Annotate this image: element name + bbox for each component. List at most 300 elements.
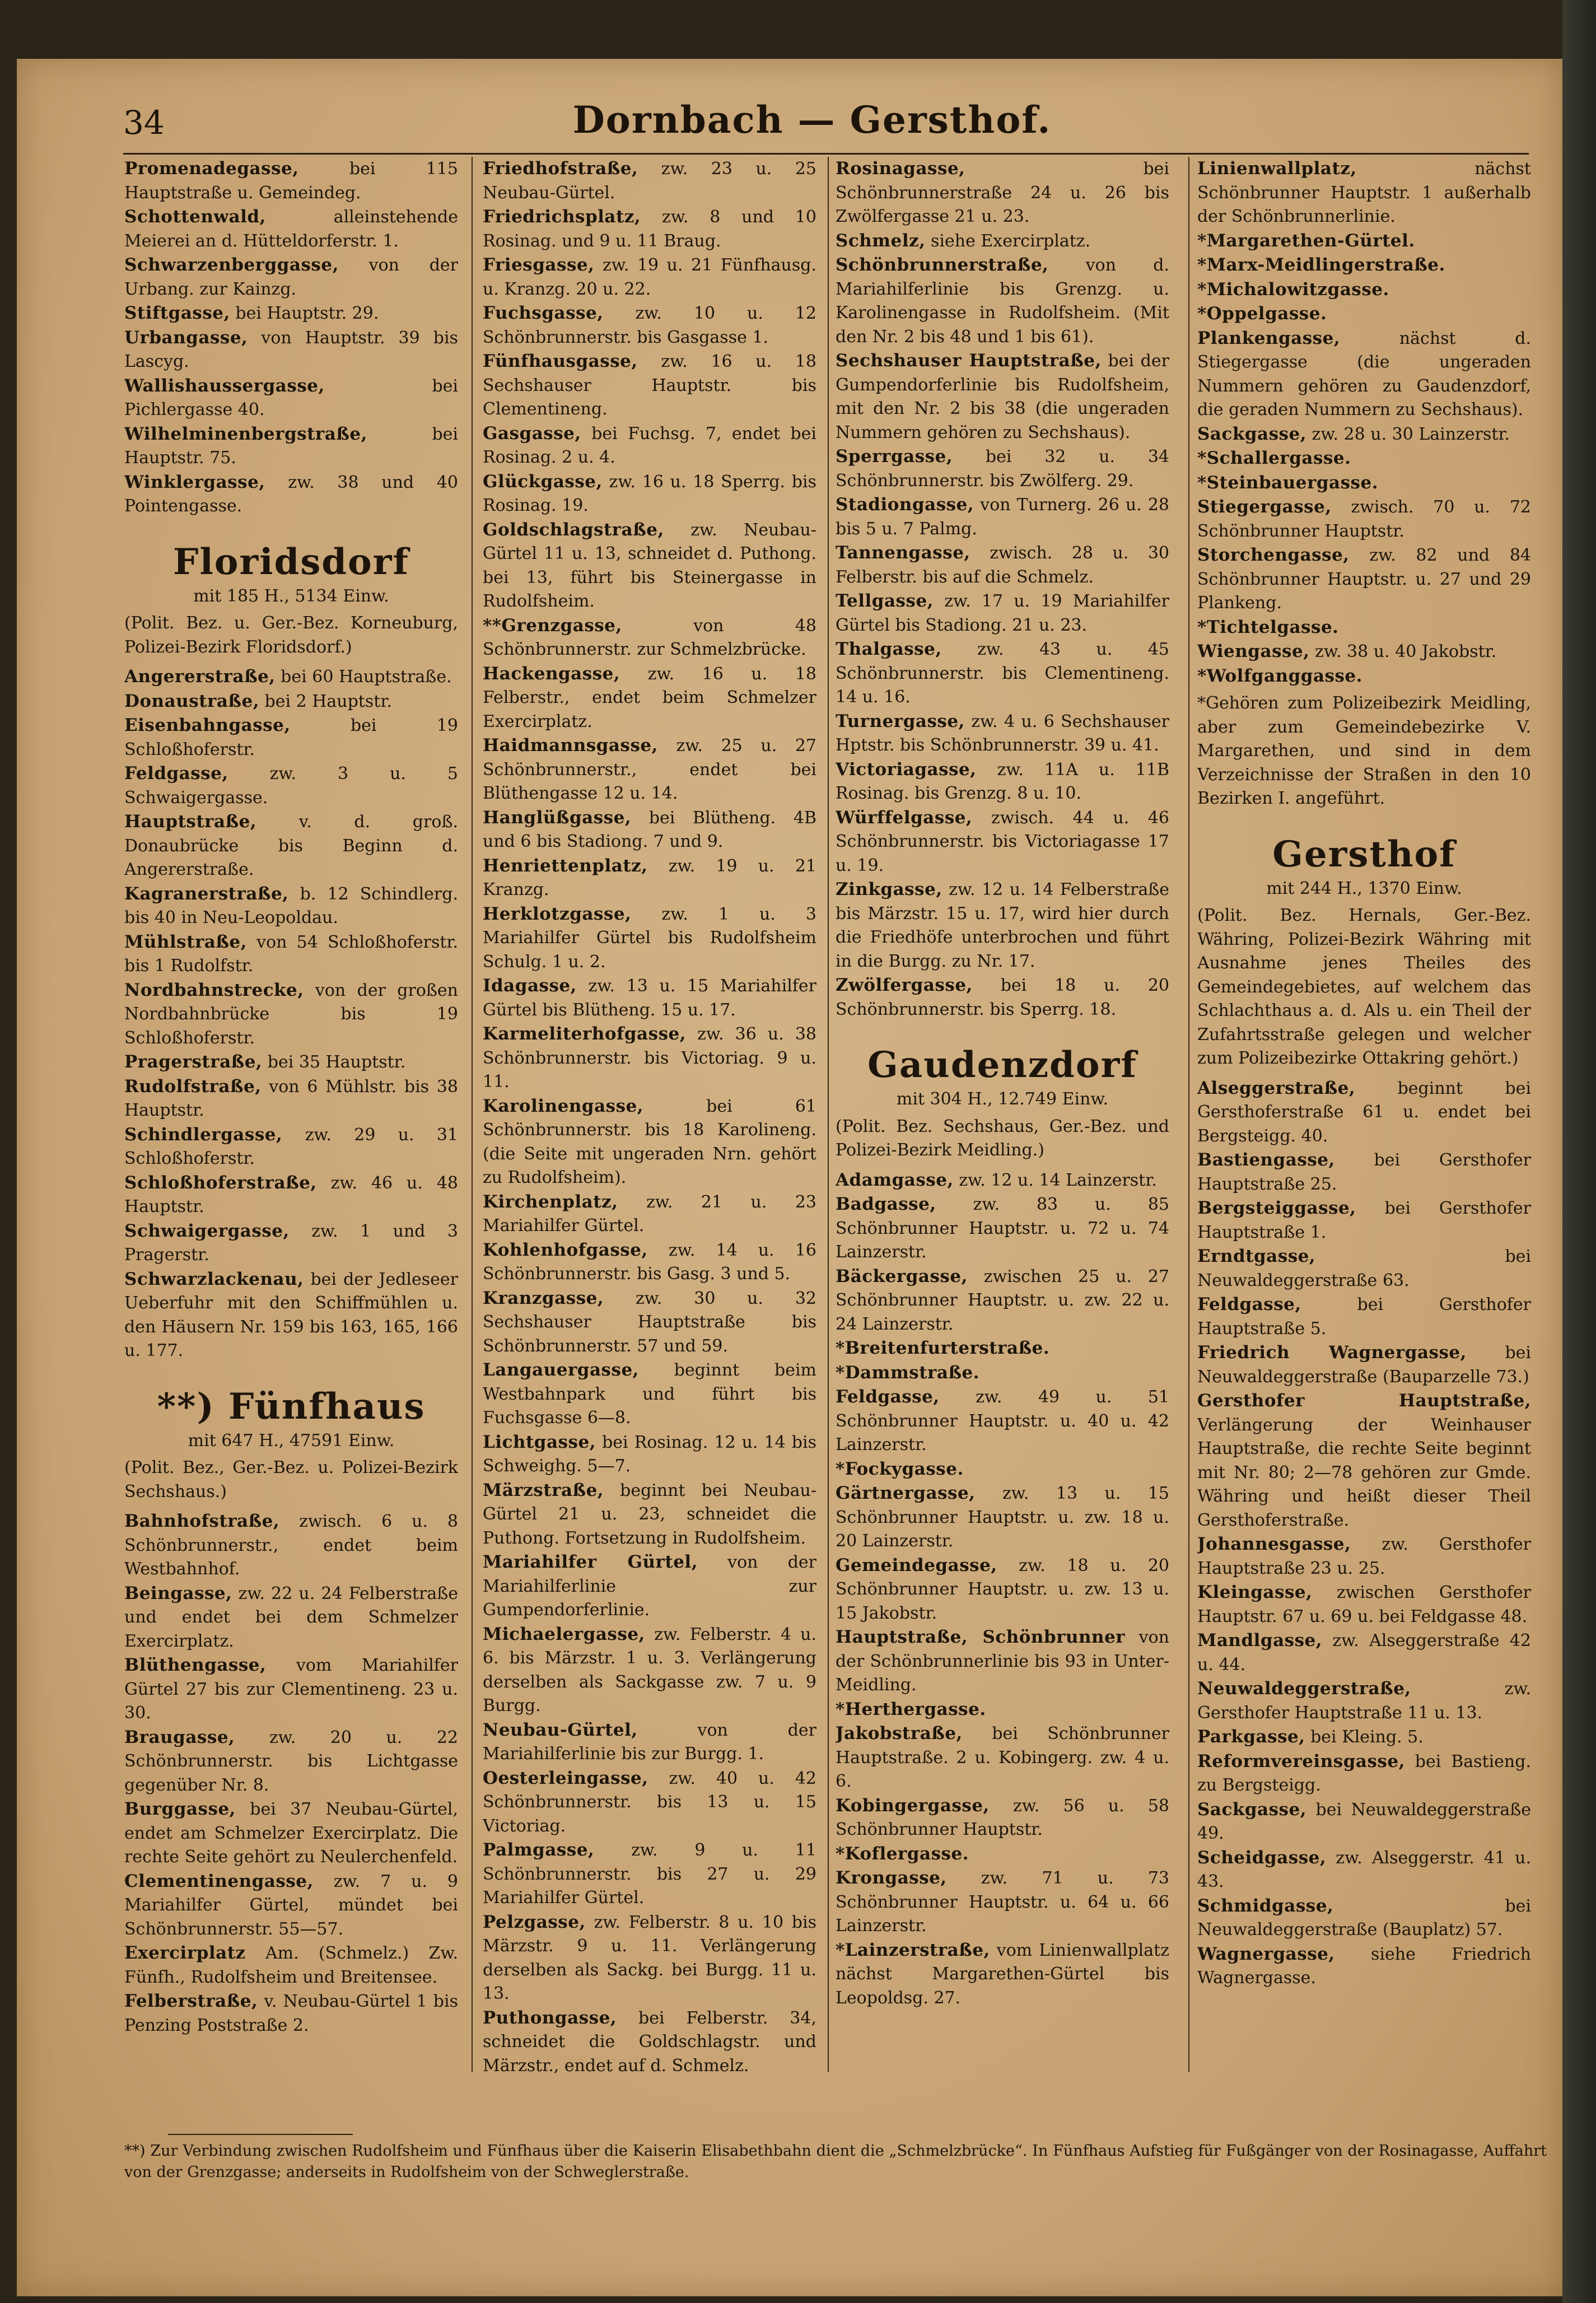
street-description: zw. 14 u. 16 Schönbrunnerstr. bis Gasg. 3 und 5. xyxy=(483,1240,816,1284)
street-name: *Steinbauergasse. xyxy=(1197,472,1378,493)
street-name: Stiegergasse, xyxy=(1197,497,1332,517)
street-name: Oesterleingasse, xyxy=(483,1768,648,1788)
street-entry xyxy=(836,1481,1169,1554)
street-name: Märzstraße, xyxy=(483,1480,604,1500)
street-name: *Lainzerstraße, xyxy=(836,1940,990,1960)
street-name: Kleingasse, xyxy=(1197,1582,1313,1602)
street-entry xyxy=(124,1582,458,1654)
street-name: Schmelz, xyxy=(836,230,926,251)
page-number: 34 xyxy=(123,104,165,142)
street-description: alleinstehende Meierei an d. Hütteldorferstr. 1. xyxy=(124,207,458,251)
street-description: zw. 12 u. 14 Felberstraße bis Märzstr. 15 u. 17, wird hier durch die Friedhöfe unterbrochen und führt in die Burgg. zu Nr. 17. xyxy=(836,880,1169,971)
street-name: Tellgasse, xyxy=(836,591,934,611)
street-entry xyxy=(124,930,458,978)
street-description: von der Mariahilferlinie bis zur Burgg. 1. xyxy=(483,1720,816,1764)
street-entry xyxy=(124,1941,458,1989)
street-name: Tannengasse, xyxy=(836,543,970,563)
street-name: *Marx-Meidlingerstraße. xyxy=(1197,255,1445,275)
street-name: Bahnhofstraße, xyxy=(124,1511,280,1531)
street-entry xyxy=(483,614,816,662)
street-entry xyxy=(124,253,458,301)
street-description: von 54 Schloßhoferstr. bis 1 Rudolfstr. xyxy=(124,932,458,976)
street-entry xyxy=(836,493,1169,541)
street-name: Kirchenplatz, xyxy=(483,1191,618,1212)
district-stats: mit 244 H., 1370 Einw. xyxy=(1266,878,1462,898)
street-entry xyxy=(1197,422,1531,447)
street-name: Haidmannsgasse, xyxy=(483,735,658,756)
street-description: zw. 46 u. 48 Hauptstr. xyxy=(124,1173,458,1216)
column-divider xyxy=(828,157,829,2072)
street-entry xyxy=(483,806,816,854)
district-stats: mit 647 H., 47591 Einw. xyxy=(188,1430,395,1451)
street-entry xyxy=(1197,229,1531,254)
street-description: v. d. groß. Donaubrücke bis Beginn d. Angererstraße. xyxy=(124,812,458,879)
street-description: zw. 17 u. 19 Mariahilfer Gürtel bis Stadiong. 21 u. 23. xyxy=(836,591,1169,635)
district-title: Gersthof xyxy=(1272,833,1456,875)
street-name: Wilhelminenbergstraße, xyxy=(124,423,367,444)
street-name: Eisenbahngasse, xyxy=(124,715,291,735)
street-name: Bergsteiggasse, xyxy=(1197,1198,1356,1218)
street-description: zw. 83 u. 85 Schönbrunner Hauptstr. u. 72 u. 74 Lainzerstr. xyxy=(836,1195,1169,1262)
street-entry xyxy=(124,1050,458,1075)
street-entry xyxy=(483,1838,816,1910)
street-description: vom Linienwallplatz nächst Margarethen-Gürtel bis Leopoldsg. 27. xyxy=(836,1940,1169,2008)
street-entry xyxy=(836,806,1169,878)
street-name: Herklotzgasse, xyxy=(483,903,632,924)
street-name: Bäckergasse, xyxy=(836,1266,968,1286)
street-entry xyxy=(483,734,816,806)
street-name: Fünfhausgasse, xyxy=(483,351,638,371)
street-entry xyxy=(483,2006,816,2078)
street-entry xyxy=(483,1094,816,1190)
street-description: zw. 11A u. 11B Rosinag. bis Grenzg. 8 u. 10. xyxy=(836,759,1169,803)
street-entry xyxy=(483,157,816,205)
street-entry xyxy=(483,1479,816,1551)
street-description: zw. 3 u. 5 Schwaigergasse. xyxy=(124,764,458,808)
street-name: *Dammstraße. xyxy=(836,1362,980,1383)
running-head: Dornbach — Gersthof. xyxy=(572,98,1052,142)
street-entry xyxy=(836,253,1169,349)
street-description: zwisch. 28 u. 30 Felberstr. bis auf die Schmelz. xyxy=(836,543,1169,587)
street-description: vom Mariahilfer Gürtel 27 bis zur Clementineng. 23 u. 30. xyxy=(124,1656,458,1723)
street-name: Sackgasse, xyxy=(1197,1799,1307,1820)
street-description: zw. 71 u. 73 Schönbrunner Hauptstr. u. 64 u. 66 Lainzerstr. xyxy=(836,1868,1169,1936)
street-entry xyxy=(836,758,1169,806)
street-description: zw. 10 u. 12 Schönbrunnerstr. bis Gasgasse 1. xyxy=(483,304,816,347)
street-name: Hauptstraße, xyxy=(124,812,257,832)
street-entry xyxy=(836,1866,1169,1938)
street-name: Zwölfergasse, xyxy=(836,975,973,995)
street-entry xyxy=(124,1267,458,1363)
street-description: zw. 18 u. 20 Schönbrunner Hauptstr. u. zw. 13 u. 15 Jakobstr. xyxy=(836,1555,1169,1623)
street-name: Mühlstraße, xyxy=(124,931,247,952)
street-entry xyxy=(124,1726,458,1798)
street-name: Exercirplatz xyxy=(124,1943,246,1963)
street-entry xyxy=(1197,1293,1531,1341)
street-entry xyxy=(836,589,1169,637)
street-entry xyxy=(836,1385,1169,1457)
street-name: Kagranerstraße, xyxy=(124,883,289,904)
street-name: Hackengasse, xyxy=(483,663,620,684)
street-name: Nordbahnstrecke, xyxy=(124,980,304,1000)
street-entry xyxy=(483,470,816,518)
street-entry xyxy=(483,1718,816,1766)
column-1 xyxy=(124,157,458,2106)
street-entry xyxy=(1197,1894,1531,1942)
street-entry xyxy=(836,349,1169,445)
street-name: *Schallergasse. xyxy=(1197,448,1351,468)
street-name: *Herthergasse. xyxy=(836,1699,986,1719)
street-description: von der Mariahilferlinie zur Gumpendorferlinie. xyxy=(483,1553,816,1620)
street-entry xyxy=(124,978,458,1051)
street-description: zw. 49 u. 51 Schönbrunner Hauptstr. u. 40 u. 42 Lainzerstr. xyxy=(836,1387,1169,1454)
street-entry xyxy=(836,445,1169,493)
street-entry xyxy=(1197,1389,1531,1532)
street-name: Felberstraße, xyxy=(124,1991,258,2011)
street-description: bei Rosinag. 12 u. 14 bis Schweighg. 5—7. xyxy=(483,1432,816,1476)
street-name: Kobingergasse, xyxy=(836,1795,990,1816)
street-name: Friedrichsplatz, xyxy=(483,207,641,227)
street-description: zwisch. 70 u. 72 Schönbrunner Hauptstr. xyxy=(1197,497,1531,541)
street-name: Sackgasse, xyxy=(1197,423,1307,444)
street-description: zw. 38 u. 40 Jakobstr. xyxy=(1309,642,1497,661)
street-name: Turnergasse, xyxy=(836,711,965,731)
street-name: Scheidgasse, xyxy=(1197,1847,1327,1868)
street-entry xyxy=(483,205,816,253)
street-description: zw. 56 u. 58 Schönbrunner Hauptstr. xyxy=(836,1796,1169,1839)
street-name: Michaelergasse, xyxy=(483,1624,645,1644)
street-entry xyxy=(1197,664,1531,689)
street-name: Winklergasse, xyxy=(124,472,265,492)
street-entry xyxy=(483,1766,816,1839)
street-description: bei Schönbrunnerstraße 24 u. 26 bis Zwölfergasse 21 u. 23. xyxy=(836,159,1169,226)
street-description: zwischen 25 u. 27 Schönbrunner Hauptstr. u. zw. 22 u. 24 Lainzerstr. xyxy=(836,1266,1169,1334)
street-description: zwisch. 44 u. 46 Schönbrunnerstr. bis Victoriagasse 17 u. 19. xyxy=(836,808,1169,875)
street-name: Hanglüßgasse, xyxy=(483,807,632,828)
column-divider xyxy=(1188,157,1189,2072)
street-name: Stadiongasse, xyxy=(836,495,974,515)
street-entry xyxy=(483,974,816,1022)
street-description: bei Hauptstr. 75. xyxy=(124,424,458,468)
street-entry xyxy=(124,810,458,882)
street-entry xyxy=(124,1219,458,1267)
street-description: von 6 Mühlstr. bis 38 Hauptstr. xyxy=(124,1076,458,1120)
street-description: zw. Felberstr. 4 u. 6. bis Märzstr. 1 u. 3. Verlängerung derselben als Sackgasse zw. 7 u. 9 Burgg. xyxy=(483,1624,816,1715)
street-entry xyxy=(1197,471,1531,496)
street-entry xyxy=(124,326,458,374)
street-entry xyxy=(483,854,816,902)
street-description: bei 115 Hauptstraße u. Gemeindeg. xyxy=(124,159,458,203)
street-entry xyxy=(124,689,458,714)
street-description: zw. 13 u. 15 Schönbrunner Hauptstr. u. zw. 18 u. 20 Lainzerstr. xyxy=(836,1484,1169,1551)
street-description: zw. 19 u. 21 Fünfhausg. u. Kranzg. 20 u. 22. xyxy=(483,255,816,299)
street-name: **Grenzgasse, xyxy=(483,615,622,636)
street-name: Schwarzenberggasse, xyxy=(124,255,339,275)
street-description: bei Gersthofer Hauptstraße 1. xyxy=(1197,1199,1531,1242)
street-name: *Koflergasse. xyxy=(836,1843,969,1864)
street-description: siehe Exercirplatz. xyxy=(925,231,1091,251)
street-entry xyxy=(483,662,816,734)
street-description: zw. 29 u. 31 Schloßhoferstr. xyxy=(124,1125,458,1168)
street-entry xyxy=(1197,157,1531,229)
street-description: bei Hauptstr. 29. xyxy=(230,304,379,323)
street-entry xyxy=(124,1123,458,1171)
street-name: Gemeindegasse, xyxy=(836,1555,997,1575)
street-description: bei 35 Hauptstr. xyxy=(262,1052,406,1072)
street-name: Schottenwald, xyxy=(124,207,266,227)
street-description: zwischen Gersthofer Hauptstr. 67 u. 69 u. bei Feldgasse 48. xyxy=(1197,1583,1531,1626)
street-description: bei Neuwaldeggerstraße (Bauplatz) 57. xyxy=(1197,1896,1531,1940)
street-entry xyxy=(836,1698,1169,1722)
street-entry xyxy=(836,1192,1169,1265)
street-name: Urbangasse, xyxy=(124,327,248,348)
street-description: zw. 7 u. 9 Mariahilfer Gürtel, mündet bei Schönbrunnerstr. 55—57. xyxy=(124,1871,458,1939)
street-entry xyxy=(836,541,1169,589)
street-description: zw. 22 u. 24 Felberstraße und endet bei dem Schmelzer Exercirplatz. xyxy=(124,1583,458,1651)
street-entry xyxy=(124,1653,458,1726)
street-entry xyxy=(1197,1196,1531,1244)
street-name: *Michalowitzgasse. xyxy=(1197,279,1389,300)
street-description: bei Pichlergasse 40. xyxy=(124,376,458,419)
street-name: Badgasse, xyxy=(836,1194,936,1214)
street-description: Am. (Schmelz.) Zw. Fünfh., Rudolfsheim und Breitensee. xyxy=(124,1943,458,1987)
street-description: bei Felberstr. 34, schneidet die Goldschlagstr. und Märzstr., endet auf d. Schmelz. xyxy=(483,2008,816,2076)
street-name: Feldgasse, xyxy=(124,763,228,784)
street-name: Reformvereinsgasse, xyxy=(1197,1751,1405,1771)
street-description: zw. 19 u. 21 Kranzg. xyxy=(483,856,816,899)
street-description: bei Gersthofer Hauptstraße 5. xyxy=(1197,1295,1531,1339)
street-entry xyxy=(483,1550,816,1623)
district-jurisdiction: (Polit. Bez., Ger.-Bez. u. Polizei-Bezirk Sechshaus.) xyxy=(124,1458,458,1502)
street-entry xyxy=(836,973,1169,1022)
street-description: zw. 12 u. 14 Lainzerstr. xyxy=(953,1170,1157,1190)
street-name: Burggasse, xyxy=(124,1799,236,1819)
street-description: bei Kleing. 5. xyxy=(1305,1727,1424,1747)
street-entry xyxy=(836,1457,1169,1482)
footnote-rule xyxy=(168,2134,353,2135)
street-entry xyxy=(124,762,458,810)
header-rule xyxy=(123,153,1529,155)
street-description: bei 32 u. 34 Schönbrunnerstr. bis Zwölferg. 29. xyxy=(836,447,1169,491)
street-description: zw. 8 und 10 Rosinag. und 9 u. 11 Braug. xyxy=(483,207,816,251)
street-entry xyxy=(124,1075,458,1123)
street-description: zw. Felberstr. 8 u. 10 bis Märzstr. 9 u. 11. Verlängerung derselben als Sackg. bei Burgg. 11 u. 13. xyxy=(483,1912,816,2003)
street-entry xyxy=(836,157,1169,229)
street-name: Gasgasse, xyxy=(483,423,581,444)
street-name: Schwarzlackenau, xyxy=(124,1269,304,1289)
street-entry xyxy=(124,1797,458,1870)
street-description: zw. Gersthofer Hauptstraße 11 u. 13. xyxy=(1197,1679,1531,1723)
street-description: zw. 28 u. 30 Lainzerstr. xyxy=(1306,424,1510,444)
street-entry xyxy=(1197,1750,1531,1798)
street-description: von Hauptstr. 39 bis Lascyg. xyxy=(124,328,458,371)
street-name: Blüthengasse, xyxy=(124,1655,267,1675)
street-entry xyxy=(836,1336,1169,1361)
street-entry xyxy=(836,1938,1169,2011)
street-description: bei Schönbrunner Hauptstraße. 2 u. Kobingerg. zw. 4 u. 6. xyxy=(836,1724,1169,1791)
street-name: Friedrich Wagnergasse, xyxy=(1197,1342,1467,1363)
street-description: bei 61 Schönbrunnerstr. bis 18 Karolineng. (die Seite mit ungeraden Nrn. gehört zu Rudolfsheim). xyxy=(483,1096,816,1187)
street-entry xyxy=(836,1168,1169,1193)
street-entry xyxy=(483,1358,816,1430)
street-name: Schönbrunnerstraße, xyxy=(836,255,1049,275)
street-entry xyxy=(1197,1581,1531,1629)
street-description: zw. 40 u. 42 Schönbrunnerstr. bis 13 u. 15 Victoriag. xyxy=(483,1768,816,1836)
street-description: nächst Schönbrunner Hauptstr. 1 außerhalb der Schönbrunnerlinie. xyxy=(1197,159,1531,226)
street-description: bei Neuwaldeggerstraße 49. xyxy=(1197,1799,1531,1843)
street-description: b. 12 Schindlerg. bis 40 in Neu-Leopoldau. xyxy=(124,884,458,927)
street-entry xyxy=(124,714,458,762)
street-name: Wagnergasse, xyxy=(1197,1943,1335,1964)
street-entry xyxy=(1197,640,1531,664)
street-description: zw. 30 u. 32 Sechshauser Hauptstraße bis Schönbrunnerstr. 57 und 59. xyxy=(483,1288,816,1356)
street-name: Angererstraße, xyxy=(124,666,276,687)
street-name: Thalgasse, xyxy=(836,639,942,659)
street-entry xyxy=(483,902,816,975)
street-name: Victoriagasse, xyxy=(836,759,977,780)
street-entry xyxy=(1197,495,1531,543)
street-description: zw. 16 u. 18 Sechshauser Hauptstr. bis Clementineng. xyxy=(483,352,816,419)
street-name: Donaustraße, xyxy=(124,691,259,711)
street-name: Linienwallplatz, xyxy=(1197,158,1357,179)
district-title: **) Fünfhaus xyxy=(157,1385,426,1428)
street-entry xyxy=(836,1554,1169,1626)
street-name: Idagasse, xyxy=(483,976,577,996)
street-description: zw. 1 und 3 Pragerstr. xyxy=(124,1221,458,1265)
street-name: Promenadegasse, xyxy=(124,158,299,179)
street-description: zw. 21 u. 23 Mariahilfer Gürtel. xyxy=(483,1192,816,1236)
street-name: Glückgasse, xyxy=(483,471,603,492)
street-name: Neubau-Gürtel, xyxy=(483,1719,638,1740)
street-description: siehe Friedrich Wagnergasse. xyxy=(1197,1944,1531,1988)
street-entry xyxy=(1197,1076,1531,1149)
street-entry xyxy=(1197,1846,1531,1894)
street-name: Goldschlagstraße, xyxy=(483,519,664,540)
street-entry xyxy=(483,518,816,614)
street-description: bei Blütheng. 4B und 6 bis Stadiong. 7 und 9. xyxy=(483,808,816,851)
street-entry xyxy=(1197,253,1531,278)
street-name: Würffelgasse, xyxy=(836,807,973,828)
street-name: *Tichtelgasse. xyxy=(1197,617,1339,637)
street-entry xyxy=(483,1430,816,1479)
street-name: Rosinagasse, xyxy=(836,158,965,179)
street-entry xyxy=(124,470,458,519)
street-entry xyxy=(483,253,816,301)
street-description: bei Gersthofer Hauptstraße 25. xyxy=(1197,1150,1531,1194)
district-stats: mit 185 H., 5134 Einw. xyxy=(193,586,389,606)
street-name: Storchengasse, xyxy=(1197,545,1350,565)
street-entry xyxy=(1197,1629,1531,1677)
street-description: bei Fuchsg. 7, endet bei Rosinag. 2 u. 4. xyxy=(483,423,816,467)
street-name: Beingasse, xyxy=(124,1583,232,1603)
street-description: bei 60 Hauptstraße. xyxy=(275,667,452,687)
street-name: Wallishaussergasse, xyxy=(124,375,325,396)
street-name: Rudolfstraße, xyxy=(124,1076,262,1097)
street-entry xyxy=(1197,1725,1531,1750)
street-name: Mariahilfer Gürtel, xyxy=(483,1552,698,1572)
street-description: zw. 1 u. 3 Mariahilfer Gürtel bis Rudolfsheim Schulg. 1 u. 2. xyxy=(483,904,816,972)
street-name: Sechshauser Hauptstraße, xyxy=(836,351,1102,371)
street-entry xyxy=(124,422,458,470)
street-name: Clementinengasse, xyxy=(124,1871,314,1891)
street-description: bei Neuwaldeggerstraße 63. xyxy=(1197,1247,1531,1290)
street-name: Pragerstraße, xyxy=(124,1052,263,1072)
street-entry xyxy=(1197,1532,1531,1581)
street-name: Friesgasse, xyxy=(483,255,595,275)
street-entry xyxy=(836,1794,1169,1842)
street-description: zw. 20 u. 22 Schönbrunnerstr. bis Lichtgasse gegenüber Nr. 8. xyxy=(124,1727,458,1795)
street-description: zw. 36 u. 38 Schönbrunnerstr. bis Victoriag. 9 u. 11. xyxy=(483,1024,816,1092)
street-name: *Wolfganggasse. xyxy=(1197,665,1362,686)
footnote: **) Zur Verbindung zwischen Rudolfsheim und Fünfhaus über die Kaiserin Elisabethbahn dient die „Schmelzbrücke“. In Fünfhaus Aufstieg für Fußgänger von der Rosinagasse, Auffahrt von der Grenzgasse; anderseits in Rudolfsheim von der Schweglerstraße. xyxy=(124,2142,1547,2181)
street-name: Adamgasse, xyxy=(836,1169,954,1190)
column-4 xyxy=(1197,157,1531,2106)
street-name: Jakobstraße, xyxy=(836,1723,963,1743)
street-name: Erndtgasse, xyxy=(1197,1246,1316,1266)
street-description: nächst d. Stiegergasse (die ungeraden Nummern gehören zu Gaudenzdorf, die geraden Nummern zu Sechshaus). xyxy=(1197,328,1531,419)
street-name: *Breitenfurterstraße. xyxy=(836,1338,1050,1358)
street-entry xyxy=(836,878,1169,973)
street-entry xyxy=(124,1171,458,1219)
street-name: Langauergasse, xyxy=(483,1360,639,1380)
street-description: zw. Neubau-Gürtel 11 u. 13, schneidet d. Puthong. bei 13, führt bis Steinergasse in Rudolfsheim. xyxy=(483,520,816,611)
street-entry xyxy=(124,205,458,253)
street-name: Kohlenhofgasse, xyxy=(483,1239,648,1260)
street-name: Henriettenplatz, xyxy=(483,855,648,876)
street-description: bei Bastieng. zu Bergsteigg. xyxy=(1197,1751,1531,1795)
street-name: Schmidgasse, xyxy=(1197,1895,1334,1916)
street-description: zw. Alseggerstraße 42 u. 44. xyxy=(1197,1631,1531,1675)
street-name: Kranzgasse, xyxy=(483,1288,604,1308)
street-entry xyxy=(836,637,1169,710)
street-name: *Margarethen-Gürtel. xyxy=(1197,230,1415,251)
street-description: bei 37 Neubau-Gürtel, endet am Schmelzer Exercirplatz. Die rechte Seite gehört zu Neulerchenfeld. xyxy=(124,1799,458,1867)
street-description: bei Neuwaldeggerstraße (Bauparzelle 73.) xyxy=(1197,1343,1531,1387)
street-description: bei 19 Schloßhoferstr. xyxy=(124,716,458,759)
street-name: Karolinengasse, xyxy=(483,1095,644,1116)
street-entry xyxy=(124,374,458,422)
street-name: Krongasse, xyxy=(836,1868,947,1888)
street-name: Feldgasse, xyxy=(836,1387,940,1407)
district-title: Floridsdorf xyxy=(173,540,409,583)
street-entry xyxy=(124,1989,458,2038)
district-jurisdiction: (Polit. Bez. Sechshaus, Ger.-Bez. und Polizei-Bezirk Meidling.) xyxy=(836,1116,1169,1160)
street-entry xyxy=(1197,1677,1531,1725)
street-description: beginnt bei Neubau-Gürtel 21 u. 23, schneidet die Puthong. Fortsetzung in Rudolfsheim. xyxy=(483,1480,816,1548)
district-stats: mit 304 H., 12.749 Einw. xyxy=(896,1089,1109,1109)
street-entry xyxy=(483,422,816,470)
street-entry xyxy=(1197,1148,1531,1196)
street-description: von der großen Nordbahnbrücke bis 19 Schloßhoferstr. xyxy=(124,980,458,1048)
street-description: bei 18 u. 20 Schönbrunnerstr. bis Sperrg. 18. xyxy=(836,976,1169,1019)
street-name: Karmeliterhofgasse, xyxy=(483,1024,687,1044)
street-description: von der Schönbrunnerlinie bis 93 in Unter-Meidling. xyxy=(836,1628,1169,1695)
street-name: Braugasse, xyxy=(124,1727,235,1747)
street-entry xyxy=(1197,327,1531,422)
street-description: v. Neubau-Gürtel 1 bis Penzing Poststraße 2. xyxy=(124,1992,458,2035)
street-entry xyxy=(1197,616,1531,640)
street-description: bei der Jedleseer Ueberfuhr mit den Schiffmühlen u. den Häusern Nr. 159 bis 163, 165, 166 u. 177. xyxy=(124,1269,458,1360)
street-entry xyxy=(124,882,458,930)
street-name: Friedhofstraße, xyxy=(483,158,638,179)
street-description: zw. 82 und 84 Schönbrunner Hauptstr. u. 27 und 29 Plankeng. xyxy=(1197,546,1531,613)
street-description: zw. 9 u. 11 Schönbrunnerstr. bis 27 u. 29 Mariahilfer Gürtel. xyxy=(483,1840,816,1908)
street-name: Lichtgasse, xyxy=(483,1432,596,1452)
street-entry xyxy=(124,301,458,326)
street-description: von der Urbang. zur Kainzg. xyxy=(124,255,458,299)
street-entry xyxy=(483,301,816,349)
street-entry xyxy=(836,1361,1169,1386)
